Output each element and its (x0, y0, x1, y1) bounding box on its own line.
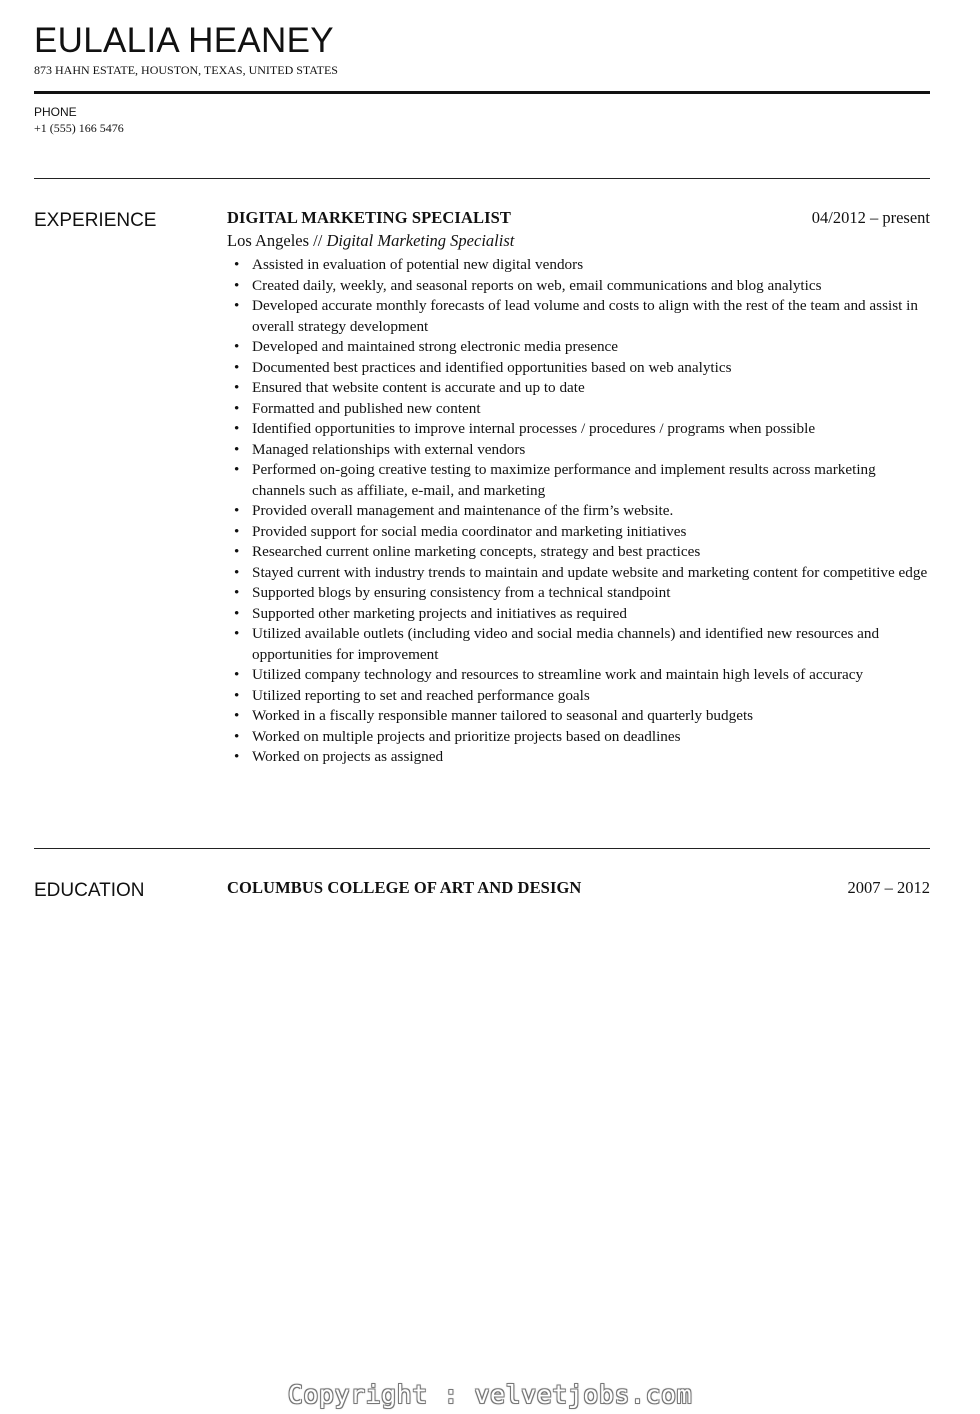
experience-bullet (227, 727, 930, 748)
bullet-dot-icon: • (234, 379, 240, 396)
school-name: COLUMBUS COLLEGE OF ART AND DESIGN (227, 878, 582, 897)
job-dates: 04/2012 – present (811, 208, 930, 227)
bullet-dot-icon: • (234, 440, 240, 458)
experience-bullet (227, 624, 930, 665)
experience-bullet (227, 747, 930, 768)
bullet-dot-icon: • (234, 338, 240, 355)
bullet-dot-icon: • (234, 625, 240, 642)
experience-bullet-text: Ensured that website content is accurate and up to date (252, 379, 585, 396)
experience-divider (34, 178, 930, 179)
experience-bullet-text: Supported blogs by ensuring consistency from a technical standpoint (252, 584, 671, 601)
experience-bullet-text: Documented best practices and identified opportunities based on web analytics (252, 358, 732, 376)
experience-bullet-text: Developed and maintained strong electronic media presence (252, 338, 619, 355)
education-section-label: EDUCATION (34, 880, 145, 901)
experience-section-label: EXPERIENCE (34, 210, 157, 231)
experience-bullet-text: Supported other marketing projects and initiatives as required (252, 604, 627, 622)
phone-value: +1 (555) 166 5476 (34, 121, 124, 135)
bullet-dot-icon: • (234, 256, 240, 273)
experience-bullet-text: Formatted and published new content (252, 399, 481, 417)
bullet-dot-icon: • (234, 461, 240, 478)
experience-bullet (227, 460, 930, 501)
experience-bullet (227, 522, 930, 543)
experience-bullet-text: Utilized available outlets (including video and social media channels) and identified new resources and opportunities for improvement (252, 625, 880, 663)
experience-bullet (227, 583, 930, 604)
bullet-dot-icon: • (234, 543, 240, 560)
candidate-name: EULALIA HEANEY (34, 21, 334, 60)
experience-bullet-text: Utilized company technology and resources to streamline work and maintain high levels of accuracy (252, 666, 864, 683)
bullet-dot-icon: • (234, 604, 240, 622)
bullet-dot-icon: • (234, 727, 240, 745)
bullet-dot-icon: • (234, 358, 240, 376)
experience-bullet-text: Managed relationships with external vendors (252, 440, 526, 458)
education-divider (34, 848, 930, 849)
experience-bullet (227, 419, 930, 440)
phone-label: PHONE (34, 105, 77, 119)
experience-bullet (227, 440, 930, 461)
experience-bullet-text: Developed accurate monthly forecasts of lead volume and costs to align with the rest of the team and assist in overall strategy development (252, 297, 918, 335)
experience-bullet (227, 337, 930, 358)
experience-bullet (227, 501, 930, 522)
experience-bullet-text: Stayed current with industry trends to maintain and update website and marketing content for competitive edge (252, 563, 928, 581)
education-dates: 2007 – 2012 (847, 878, 930, 897)
experience-bullet (227, 358, 930, 379)
experience-bullet (227, 686, 930, 707)
bullet-dot-icon: • (234, 666, 240, 683)
experience-bullet-text: Researched current online marketing concepts, strategy and best practices (252, 543, 701, 560)
bullet-dot-icon: • (234, 686, 240, 704)
experience-bullet-text: Identified opportunities to improve internal processes / procedures / programs when possible (252, 420, 816, 437)
copyright-watermark: Copyright : velvetjobs.com (287, 1380, 693, 1409)
experience-bullet-list (227, 255, 930, 768)
bullet-dot-icon: • (234, 584, 240, 601)
bullet-dot-icon: • (234, 420, 240, 437)
experience-bullet-text: Provided overall management and maintenance of the firm’s website. (252, 502, 674, 519)
bullet-dot-icon: • (234, 522, 240, 540)
experience-bullet (227, 378, 930, 399)
candidate-address: 873 HAHN ESTATE, HOUSTON, TEXAS, UNITED STATES (34, 63, 338, 77)
bullet-dot-icon: • (234, 502, 240, 519)
header-divider (34, 91, 930, 94)
bullet-dot-icon: • (234, 276, 240, 294)
experience-bullet (227, 706, 930, 727)
job-title: DIGITAL MARKETING SPECIALIST (227, 208, 511, 227)
bullet-dot-icon: • (234, 399, 240, 417)
experience-bullet-text: Worked on multiple projects and prioritize projects based on deadlines (252, 727, 681, 745)
bullet-dot-icon: • (234, 748, 240, 765)
experience-bullet (227, 563, 930, 584)
experience-bullet-text: Worked in a fiscally responsible manner tailored to seasonal and quarterly budgets (252, 707, 754, 724)
experience-bullet-text: Performed on-going creative testing to maximize performance and implement results across marketing channels such as affiliate, e-mail, and marketing (252, 461, 876, 499)
job-location-line (227, 231, 514, 251)
experience-bullet-text: Provided support for social media coordinator and marketing initiatives (252, 522, 687, 540)
job-location: Los Angeles // (227, 231, 323, 250)
job-position: Digital Marketing Specialist (326, 231, 515, 250)
experience-bullet-text: Utilized reporting to set and reached performance goals (252, 686, 590, 704)
bullet-dot-icon: • (234, 297, 240, 314)
experience-bullet-text: Worked on projects as assigned (252, 748, 444, 765)
bullet-dot-icon: • (234, 707, 240, 724)
experience-bullet (227, 542, 930, 563)
experience-bullet (227, 665, 930, 686)
experience-bullet-text: Created daily, weekly, and seasonal reports on web, email communications and blog analytics (252, 276, 822, 294)
experience-bullet-text: Assisted in evaluation of potential new digital vendors (252, 256, 584, 273)
experience-bullet (227, 296, 930, 337)
experience-bullet (227, 255, 930, 276)
experience-bullet (227, 276, 930, 297)
experience-bullet (227, 604, 930, 625)
experience-bullet (227, 399, 930, 420)
bullet-dot-icon: • (234, 563, 240, 581)
